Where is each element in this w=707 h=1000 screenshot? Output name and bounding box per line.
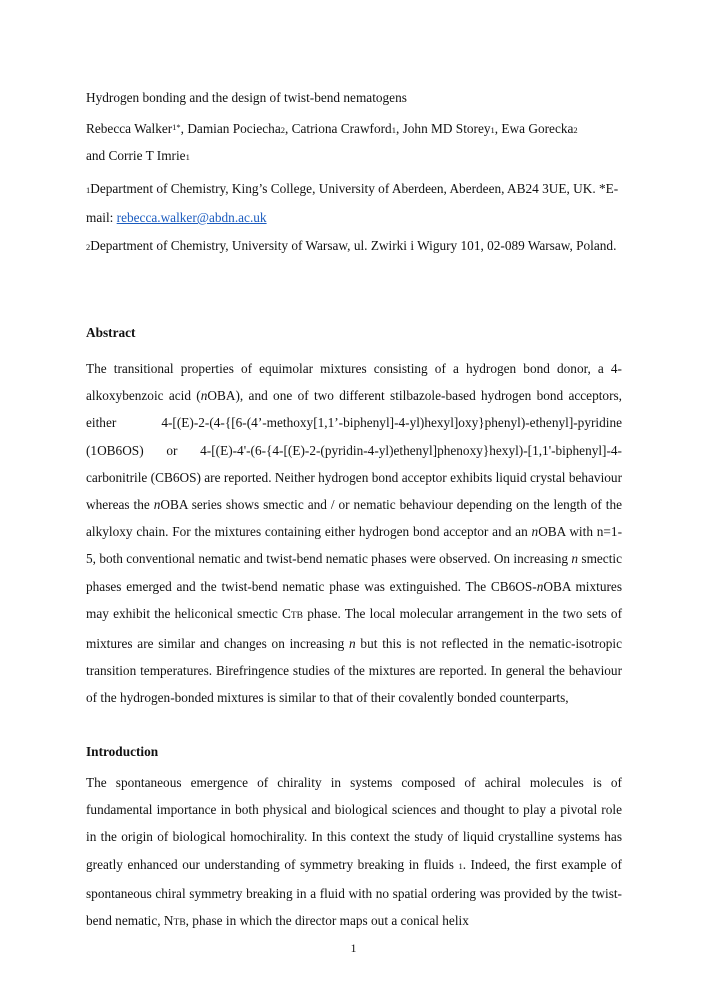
affiliation-mark: 1 (490, 125, 495, 135)
affiliation-mark: 1 (86, 185, 91, 195)
italic-variable: n (200, 388, 208, 404)
italic-variable: n (349, 636, 356, 652)
abstract-text: OBA series shows smectic and / or nematic behaviour depending on the length of the alkyloxy chain. For the mixtures containing either hydrogen bond acceptor and an (86, 497, 623, 540)
phase-subscript: TB (173, 918, 186, 929)
reference-mark: 1 (458, 860, 463, 871)
abstract-text: phase. The local molecular arrangement in the two sets of mixtures are similar and changes on increasing (86, 605, 622, 652)
author-name: and Corrie T Imrie (86, 148, 186, 163)
introduction-heading: Introduction (86, 744, 159, 759)
author-name: Rebecca Walker (86, 121, 173, 136)
author-name: , John MD Storey (395, 121, 491, 136)
author-name: , Ewa Gorecka (494, 121, 574, 136)
italic-variable: n (153, 497, 161, 513)
affiliation-mark: 2 (280, 125, 285, 135)
affiliation-mark: 2 (573, 125, 578, 135)
abstract-text: but this is not reflected in the nematic-isotropic transition temperatures. Birefringence studies of the mixtures are reported. In general the behaviour of the hydrogen-bonded mixtures is similar to that of their covalently bonded counterparts, (86, 636, 622, 706)
page-number: 1 (350, 941, 357, 955)
author-list (86, 114, 622, 170)
abstract-text: OBA mixtures may exhibit the heliconical smectic C (86, 578, 622, 621)
affiliation-text: Department of Chemistry, King’s College, University of Aberdeen, Aberdeen, AB24 3UE, UK. *E-mail: (86, 181, 619, 225)
abstract-text: smectic phases emerged and the twist-bend nematic phase was extinguished. The CB6OS- (86, 551, 622, 594)
affiliation-text: Department of Chemistry, University of Warsaw, ul. Zwirki i Wigury 101, 02-089 Warsaw, Poland. (90, 238, 617, 253)
author-name: , Damian Pociecha (180, 121, 281, 136)
phase-subscript: TB (290, 610, 303, 621)
affiliation-mark: 2 (86, 242, 91, 252)
author-name: , Catriona Crawford (284, 121, 392, 136)
introduction-text: The spontaneous emergence of chirality in systems composed of achiral molecules is of fundamental importance in both physical and biological sciences and thought to play a pivotal role in the origin of biological homochirality. In this context the study of liquid crystalline systems has greatly enhanced our understanding of symmetry breaking in fluids (86, 775, 622, 872)
affiliation-mark: 1 (185, 152, 190, 162)
italic-variable: n (536, 578, 544, 594)
affiliation-1 (86, 175, 622, 231)
abstract-text: OBA with n=1-5, both conventional nematic and twist-bend nematic phases were observed. On increasing (86, 524, 622, 567)
abstract-paragraph (86, 355, 622, 712)
email-link[interactable]: rebecca.walker@abdn.ac.uk (116, 210, 267, 225)
affiliation-2 (86, 232, 622, 261)
abstract-text: The transitional properties of equimolar mixtures consisting of a hydrogen bond donor, a 4-alkoxybenzoic acid ( (86, 361, 622, 404)
affiliation-mark: 1* (172, 122, 181, 132)
introduction-paragraph (86, 769, 622, 937)
introduction-text: , phase in which the director maps out a conical helix (185, 913, 469, 929)
italic-variable: n (531, 524, 539, 540)
abstract-text: OBA), and one of two different stilbazole-based hydrogen bond acceptors, either 4-[(E)-2-(4-{[6-(4’-methoxy[1,1’-biphenyl]-4-yl)hexyl]oxy}phenyl)-ethenyl]-pyridine (1OB6OS) or 4-[(E)-4'-(6-{4-[(E)-2-(pyridin-4-yl)ethenyl]phenoxy}hexyl)-[1,1'-biphenyl]-4-carbonitrile (CB6OS) are reported. Neither hydrogen bond acceptor exhibits liquid crystal behaviour whereas the (86, 388, 622, 513)
introduction-text: . Indeed, the first example of spontaneous chiral symmetry breaking in a fluid with no spatial ordering was provided by the twist-bend nematic, N (86, 856, 622, 929)
affiliation-mark: 1 (391, 125, 396, 135)
paper-title: Hydrogen bonding and the design of twist-bend nematogens (86, 90, 407, 105)
italic-variable: n (571, 551, 579, 567)
abstract-heading: Abstract (86, 325, 136, 340)
